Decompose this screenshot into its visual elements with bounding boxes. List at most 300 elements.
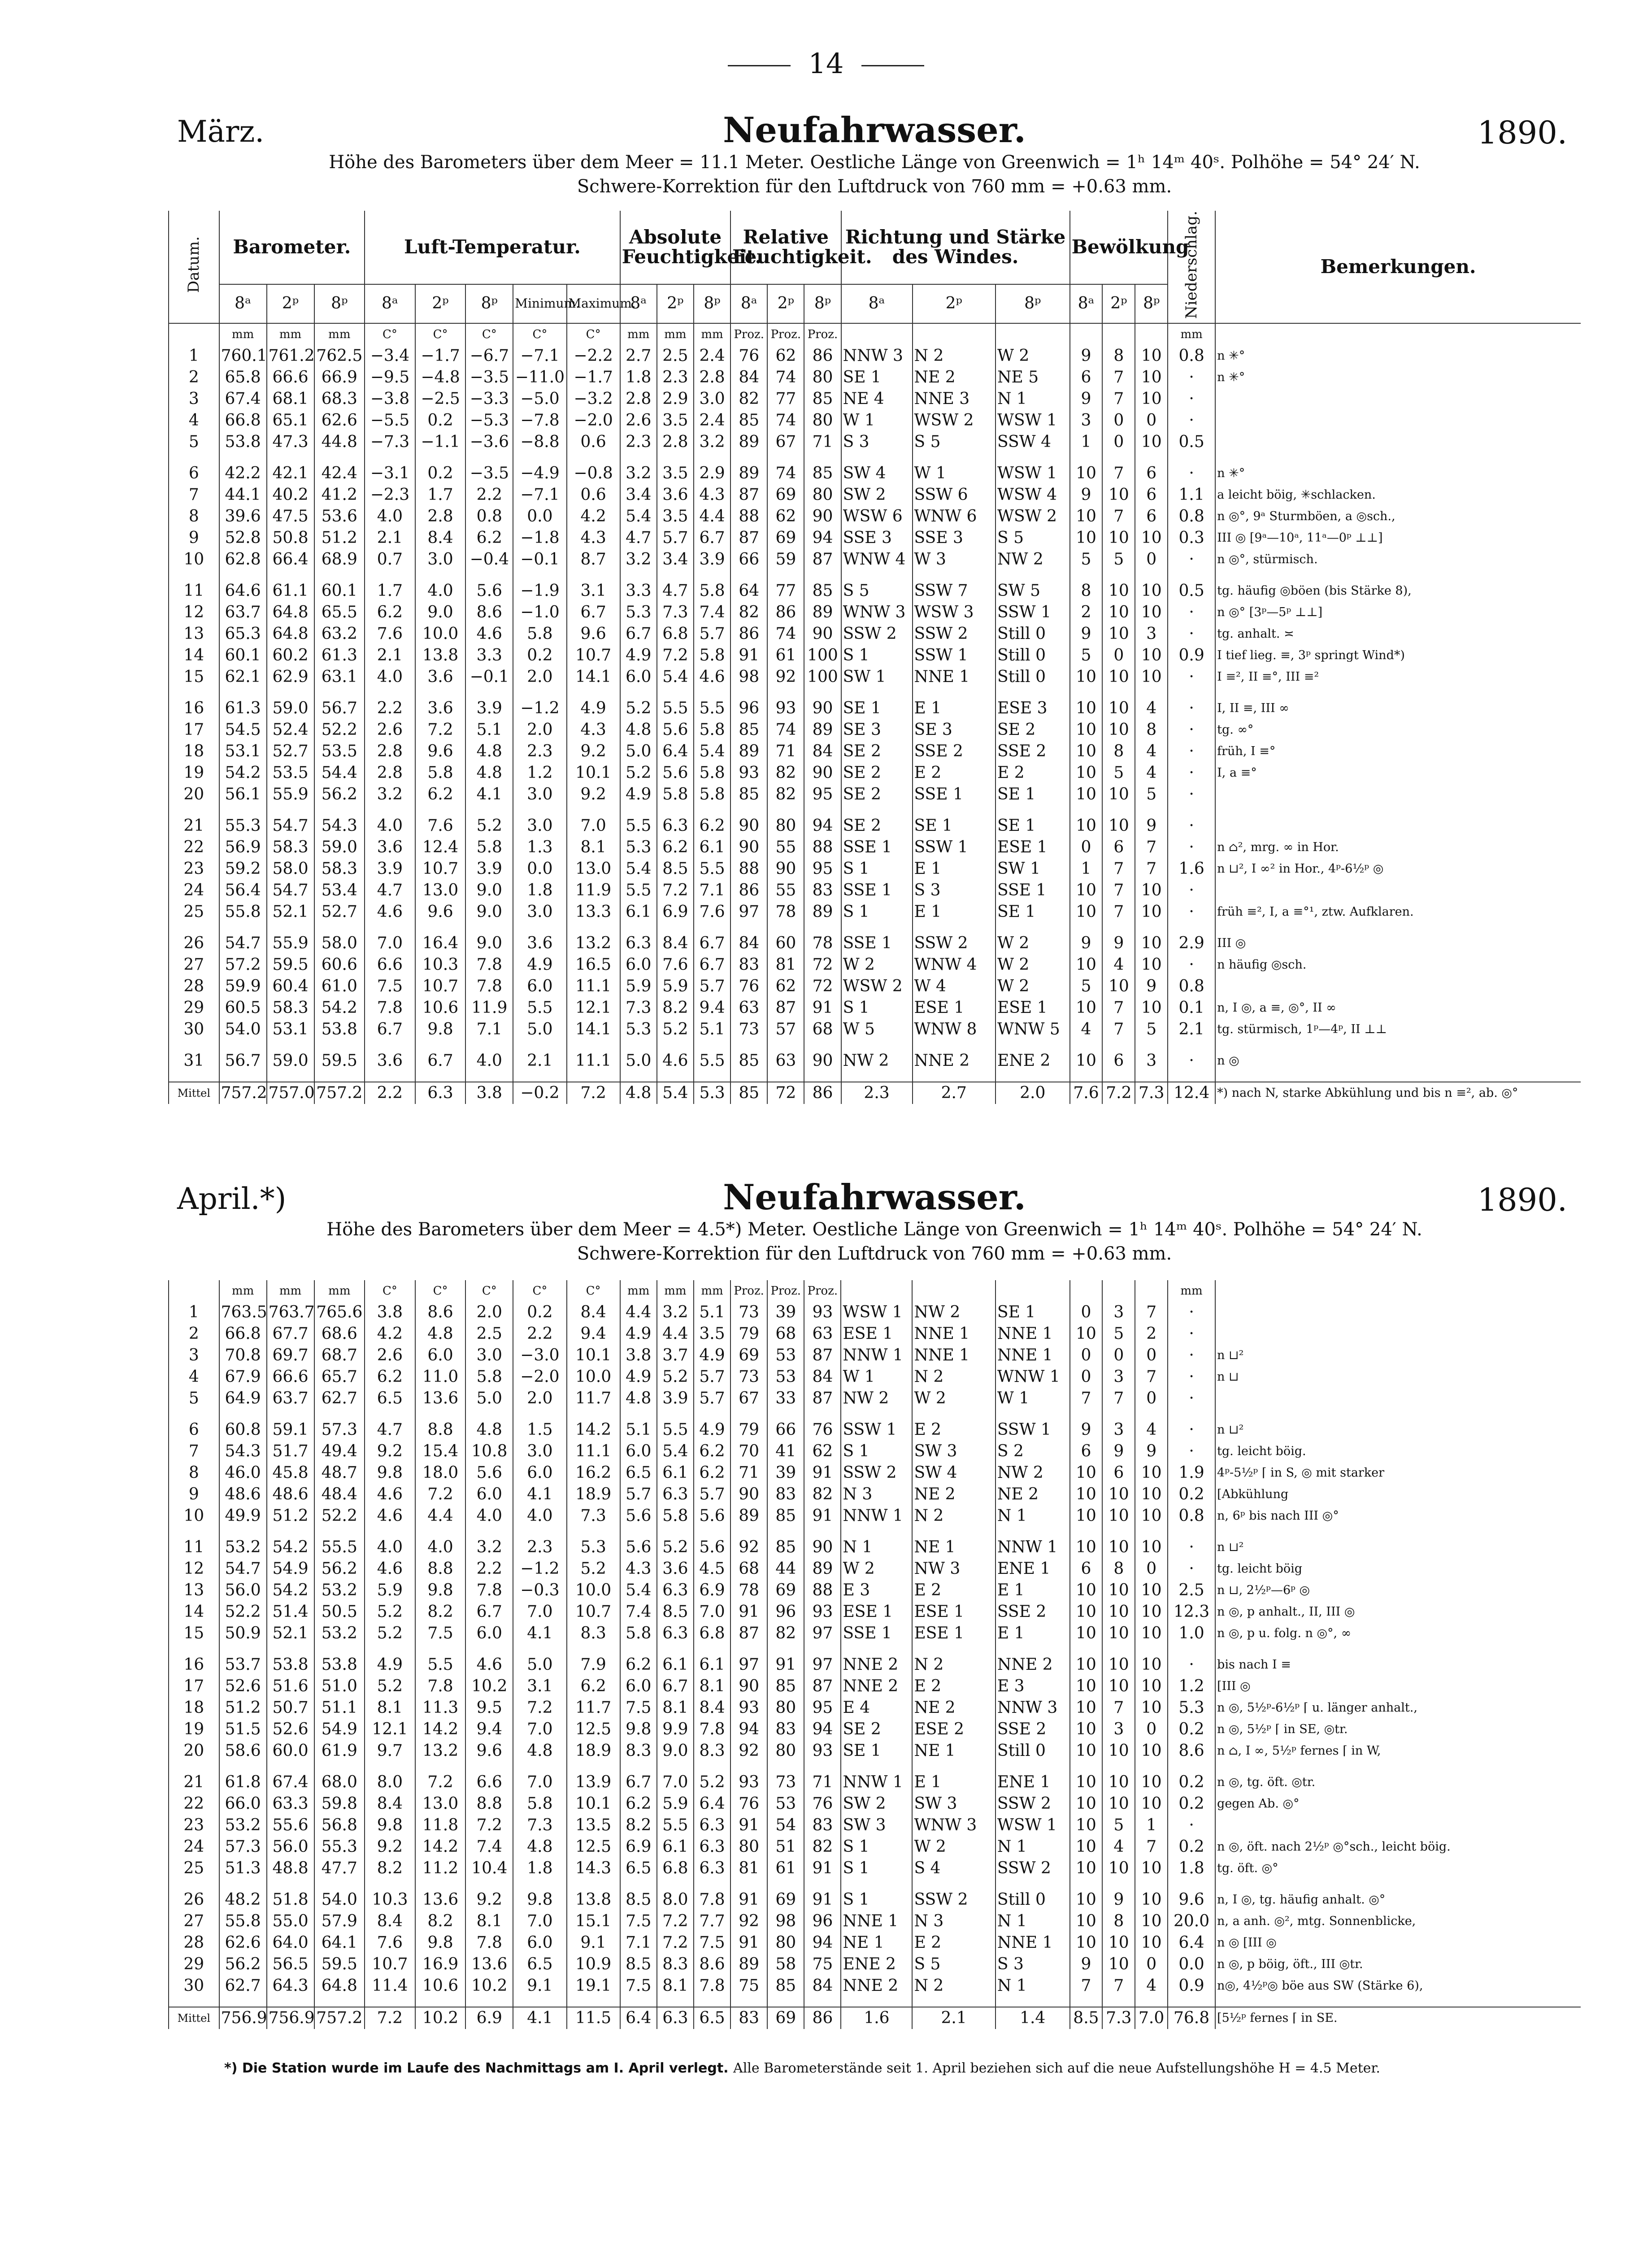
table-cell: ·	[1168, 954, 1215, 976]
table-cell: NNE 1	[912, 1323, 995, 1345]
table-cell: 0.9	[1168, 1975, 1215, 1997]
table-cell: 1.6	[1168, 858, 1215, 880]
table-cell: 52.7	[314, 901, 365, 923]
table-cell: 7.0	[513, 1601, 566, 1623]
table-cell: NNW 1	[841, 1772, 912, 1793]
mean-cell: 7.0	[1135, 2007, 1168, 2029]
table-cell: 7.4	[620, 1601, 657, 1623]
remark-cell	[1215, 815, 1581, 837]
table-cell: −1.9	[513, 580, 566, 602]
table-cell: WNW 8	[913, 1019, 996, 1040]
table-cell: 0	[1070, 1366, 1103, 1388]
table-cell: 53.2	[219, 1815, 267, 1836]
table-cell: ESE 1	[913, 997, 996, 1019]
table-cell: ·	[1168, 1323, 1215, 1345]
table-cell: 97	[730, 1654, 767, 1676]
table-row	[169, 858, 1581, 880]
table-cell: 11.7	[567, 1697, 620, 1719]
table-cell: 8	[1135, 719, 1168, 741]
table-cell: 0.5	[1168, 580, 1215, 602]
table-cell: 0.9	[1168, 645, 1215, 666]
table-cell: 60.1	[219, 645, 267, 666]
table-cell: SSW 2	[841, 1462, 912, 1484]
table-cell: 7.0	[567, 815, 620, 837]
table-cell: 4	[1135, 1419, 1168, 1441]
table-cell: 6.8	[657, 1858, 694, 1879]
table-cell: 8.1	[694, 1676, 730, 1697]
mean-cell: 10.2	[415, 2007, 466, 2029]
table-cell: 4.8	[465, 762, 513, 784]
table-cell: 56.4	[219, 880, 267, 901]
table-cell: SE 2	[841, 815, 913, 837]
table-cell: 9.6	[1168, 1889, 1215, 1911]
table-cell: 16.5	[567, 954, 620, 976]
table-cell: 2.6	[620, 410, 657, 431]
table-cell: WSW 1	[996, 463, 1070, 484]
table-cell: 7.2	[657, 880, 694, 901]
remark-cell: n ✳°	[1215, 345, 1581, 367]
table-cell: 10.7	[415, 858, 466, 880]
table-cell: 9	[169, 1484, 219, 1505]
remark-cell: tg. stürmisch, 1ᵖ—4ᵖ, II ⊥⊥	[1215, 1019, 1581, 1040]
table-cell: 65.1	[267, 410, 314, 431]
table-cell: 59.9	[219, 976, 267, 997]
table-cell: 6	[1102, 1462, 1135, 1484]
table-cell: N 2	[912, 1505, 995, 1527]
table-cell: 4.6	[365, 1484, 415, 1505]
table-cell: 3	[1070, 410, 1103, 431]
table-cell: S 3	[913, 880, 996, 901]
table-cell: 10.9	[567, 1954, 620, 1975]
table-cell: SSE 1	[841, 837, 913, 858]
table-cell: 6.9	[694, 1580, 730, 1601]
table-cell: 10	[1135, 1889, 1168, 1911]
table-cell: 6.2	[365, 1366, 415, 1388]
table-cell: 62.1	[219, 666, 267, 688]
table-cell: 54.0	[219, 1019, 267, 1040]
table-cell: 9.9	[657, 1719, 694, 1740]
table-cell: NNW 1	[841, 1345, 912, 1366]
table-cell: 0.0	[1168, 1954, 1215, 1975]
table-cell: 93	[804, 1302, 841, 1323]
table-cell: 92	[730, 1537, 767, 1558]
table-cell: 765.6	[314, 1302, 365, 1323]
table-cell: 57.2	[219, 954, 267, 976]
table-cell: 8	[169, 1462, 219, 1484]
table-cell: 7.6	[415, 815, 466, 837]
table-cell: 11.8	[415, 1815, 466, 1836]
table-cell: 9.2	[365, 1836, 415, 1858]
table-cell: 53.2	[314, 1580, 365, 1601]
table-cell: 98	[767, 1911, 804, 1932]
table-cell: 62	[767, 345, 804, 367]
table-cell: 56.5	[267, 1954, 314, 1975]
table-cell: 10.8	[465, 1441, 513, 1462]
table-cell: 763.5	[219, 1302, 267, 1323]
table-cell: 21	[169, 815, 219, 837]
table-cell: 39	[767, 1462, 804, 1484]
table-cell: −2.2	[567, 345, 620, 367]
table-cell: 3.0	[513, 815, 566, 837]
table-cell: 8	[169, 506, 219, 527]
table-cell: 6.0	[620, 1676, 657, 1697]
table-row	[169, 1889, 1581, 1911]
table-cell: 6.2	[365, 602, 415, 623]
table-cell: 13	[169, 623, 219, 645]
table-cell: 85	[804, 580, 841, 602]
table-cell: 9.4	[465, 1719, 513, 1740]
table-cell: 91	[730, 1932, 767, 1954]
table-cell: 84	[804, 1366, 841, 1388]
table-cell: 5	[169, 431, 219, 453]
table-row	[169, 719, 1581, 741]
table-cell: SE 3	[913, 719, 996, 741]
remark-cell: n◎, 4½ᵖ◎ böe aus SW (Stärke 6),	[1215, 1975, 1581, 1997]
table-cell: 1.8	[1168, 1858, 1215, 1879]
table-cell: E 1	[913, 858, 996, 880]
table-cell: 88	[730, 858, 767, 880]
table-cell: 8.0	[657, 1889, 694, 1911]
table-cell: 10.7	[415, 976, 466, 997]
table-cell: 2.8	[415, 506, 466, 527]
table-cell: 2.9	[1168, 933, 1215, 954]
table-cell: 4.8	[513, 1836, 566, 1858]
remark-cell: n, a anh. ◎², mtg. Sonnenblicke,	[1215, 1911, 1581, 1932]
table-cell: 5.5	[694, 698, 730, 719]
table-cell: 66.6	[267, 1366, 314, 1388]
table-cell: W 5	[841, 1019, 913, 1040]
table-cell: 3.4	[657, 549, 694, 570]
table-cell: 25	[169, 901, 219, 923]
table-cell: 4.4	[657, 1323, 694, 1345]
table-cell: 55.0	[267, 1911, 314, 1932]
remark-cell: n ◎, öft. nach 2½ᵖ ◎°sch., leicht böig.	[1215, 1836, 1581, 1858]
table-cell: 4.9	[365, 1654, 415, 1676]
table-cell: S 1	[841, 858, 913, 880]
table-cell: E 2	[912, 1676, 995, 1697]
table-cell: 4.3	[620, 1558, 657, 1580]
table-row	[169, 954, 1581, 976]
table-cell: 2.8	[620, 388, 657, 410]
table-cell: 12.5	[567, 1719, 620, 1740]
unit-cell: C°	[365, 323, 415, 345]
table-cell: 54.0	[314, 1889, 365, 1911]
table-cell: 50.7	[267, 1697, 314, 1719]
table-cell: 58.3	[314, 858, 365, 880]
table-cell: 82	[767, 762, 804, 784]
table-cell: 9	[169, 527, 219, 549]
table-cell: 0	[1070, 837, 1103, 858]
table-cell: ·	[1168, 741, 1215, 762]
table-cell: 68	[730, 1558, 767, 1580]
table-cell: 19.1	[567, 1975, 620, 1997]
table-cell: 96	[730, 698, 767, 719]
table-cell: 8	[1102, 1911, 1135, 1932]
mean-cell: 11.5	[567, 2007, 620, 2029]
table-cell: SSW 2	[913, 933, 996, 954]
table-cell: 4.8	[513, 1740, 566, 1762]
table-cell: 56.8	[314, 1815, 365, 1836]
table-cell: −2.0	[513, 1366, 566, 1388]
table-cell: 58.6	[219, 1740, 267, 1762]
table-cell: 9.8	[415, 1932, 466, 1954]
table-cell: 85	[767, 1537, 804, 1558]
table-cell: NW 2	[912, 1302, 995, 1323]
table-cell: SSW 2	[841, 623, 913, 645]
table-row	[169, 1740, 1581, 1762]
table-cell: SSW 7	[913, 580, 996, 602]
table-cell: 6.3	[657, 1623, 694, 1644]
table-cell: ·	[1168, 666, 1215, 688]
table-cell: 2.9	[657, 388, 694, 410]
table-cell: 3.7	[657, 1345, 694, 1366]
table-cell: 2.0	[513, 719, 566, 741]
table-cell: 18	[169, 741, 219, 762]
table-cell: SSE 1	[996, 880, 1070, 901]
table-cell: 9	[1070, 933, 1103, 954]
table-cell: 4.1	[513, 1484, 566, 1505]
table-cell: 1.7	[415, 484, 466, 506]
table-cell: 3.6	[415, 698, 466, 719]
table-cell: −7.3	[365, 431, 415, 453]
table-cell: −1.7	[567, 367, 620, 388]
table-cell: 12.1	[365, 1719, 415, 1740]
table-cell: 7.0	[657, 1772, 694, 1793]
table-cell: 3.5	[694, 1323, 730, 1345]
table-cell: 60.1	[314, 580, 365, 602]
table-cell: 5.2	[365, 1623, 415, 1644]
table-cell: 49.4	[314, 1441, 365, 1462]
table-cell: 7	[1135, 1302, 1168, 1323]
table-cell: 1.1	[1168, 484, 1215, 506]
table-cell: 98	[730, 666, 767, 688]
remark-cell	[1215, 1388, 1581, 1409]
table-cell: 85	[804, 388, 841, 410]
table-cell: 61.8	[219, 1772, 267, 1793]
remark-cell: n ◎, 5½ᵖ-6½ᵖ ⌈ u. länger anhalt.,	[1215, 1697, 1581, 1719]
table-cell: 4.8	[415, 1323, 466, 1345]
table-cell: ·	[1168, 837, 1215, 858]
table-cell: ·	[1168, 880, 1215, 901]
table-cell: 62.7	[219, 1975, 267, 1997]
table-cell: 10	[1070, 1772, 1103, 1793]
table-cell: 4	[1135, 698, 1168, 719]
table-cell: 5	[1102, 1323, 1135, 1345]
table-cell: 63.7	[267, 1388, 314, 1409]
table-cell: 10	[1102, 1537, 1135, 1558]
table-cell: 8.4	[365, 1911, 415, 1932]
table-cell: −3.2	[567, 388, 620, 410]
table-cell: 3.0	[513, 784, 566, 805]
table-cell: 10	[1135, 954, 1168, 976]
table-cell: 61	[767, 645, 804, 666]
unit-cell	[996, 323, 1070, 345]
remark-cell: n ◎, p böig, öft., III ◎tr.	[1215, 1954, 1581, 1975]
table-cell: 3.6	[365, 1050, 415, 1072]
mean-cell: 6.5	[694, 2007, 730, 2029]
mean-cell: [5½ᵖ fernes ⌈ in SE.	[1215, 2007, 1581, 2029]
table-cell: 3.5	[657, 410, 694, 431]
table-cell: 4.1	[465, 784, 513, 805]
table-row	[169, 698, 1581, 719]
table-cell: 58.0	[267, 858, 314, 880]
table-cell: 51.2	[314, 527, 365, 549]
table-cell: 10	[1102, 976, 1135, 997]
table-cell: 53.7	[219, 1654, 267, 1676]
table-cell: 12.1	[567, 997, 620, 1019]
table-cell: 62.9	[267, 666, 314, 688]
table-cell: 56.2	[314, 1558, 365, 1580]
table-cell: 52.4	[267, 719, 314, 741]
table-cell: NNE 3	[913, 388, 996, 410]
table-cell: 92	[767, 666, 804, 688]
table-cell: 62.6	[314, 410, 365, 431]
table-cell: 84	[804, 741, 841, 762]
table-cell: S 5	[913, 431, 996, 453]
table-cell: 8.3	[694, 1740, 730, 1762]
table-cell: 9.7	[365, 1740, 415, 1762]
table-cell: ESE 1	[912, 1601, 995, 1623]
remark-cell: n ◎°, 9ᵃ Sturmböen, a ◎sch.,	[1215, 506, 1581, 527]
table-cell: WSW 2	[841, 976, 913, 997]
table-cell: 65.5	[314, 602, 365, 623]
table-row	[169, 1654, 1581, 1676]
table-cell: 13.6	[415, 1388, 466, 1409]
table-cell: WSW 3	[913, 602, 996, 623]
table-cell: NE 2	[996, 1484, 1070, 1505]
table-cell: 53.5	[314, 741, 365, 762]
table-cell: W 1	[996, 1388, 1070, 1409]
table-row	[169, 1836, 1581, 1858]
table-cell: 6.0	[620, 1441, 657, 1462]
table-cell: 4.9	[694, 1345, 730, 1366]
mean-label: Mittel	[169, 1082, 219, 1104]
table-cell: 5.5	[694, 858, 730, 880]
table-cell: 6.7	[465, 1601, 513, 1623]
table-cell: 82	[730, 388, 767, 410]
table-cell: 10	[1070, 762, 1103, 784]
table-cell: 46.0	[219, 1462, 267, 1484]
table-cell: 10	[1070, 997, 1103, 1019]
unit-cell: mm	[219, 1280, 267, 1302]
table-cell: 80	[767, 1740, 804, 1762]
table-cell: −1.7	[415, 345, 466, 367]
table-cell: 23	[169, 858, 219, 880]
mean-row	[169, 1082, 1581, 1104]
table-cell: 0.7	[365, 549, 415, 570]
table-cell: 4.8	[465, 1419, 513, 1441]
table-cell: 0.6	[567, 431, 620, 453]
table-cell: 15.1	[567, 1911, 620, 1932]
table-cell: 4.9	[620, 784, 657, 805]
table-cell: 0.0	[513, 506, 566, 527]
table-cell: 4.0	[365, 815, 415, 837]
table-cell: 9.6	[465, 1740, 513, 1762]
table-cell: N 1	[841, 1537, 912, 1558]
table-cell: ·	[1168, 1815, 1215, 1836]
table-cell: 48.8	[267, 1858, 314, 1879]
table-cell: SW 1	[996, 858, 1070, 880]
table-cell: 5.6	[465, 1462, 513, 1484]
month-label: März.	[177, 114, 265, 149]
table-cell: 3.6	[415, 666, 466, 688]
table-cell: 26	[169, 1889, 219, 1911]
unit-cell: C°	[567, 323, 620, 345]
table-cell: 8.0	[365, 1772, 415, 1793]
remark-cell: n ⊔, 2½ᵖ—6ᵖ ◎	[1215, 1580, 1581, 1601]
table-cell: 5.7	[694, 1388, 730, 1409]
table-cell: 59.8	[314, 1793, 365, 1815]
mean-row	[169, 2007, 1581, 2029]
table-cell: 17	[169, 719, 219, 741]
remark-cell: [III ◎	[1215, 1676, 1581, 1697]
table-cell: 86	[730, 880, 767, 901]
table-cell: 19	[169, 762, 219, 784]
table-cell: 5.4	[620, 506, 657, 527]
table-cell: 87	[804, 1388, 841, 1409]
table-cell: WSW 1	[996, 410, 1070, 431]
table-cell: 9.2	[567, 741, 620, 762]
table-cell: 7.8	[415, 1676, 466, 1697]
table-cell: ·	[1168, 623, 1215, 645]
table-cell: 5.6	[620, 1505, 657, 1527]
table-cell: 14	[169, 1601, 219, 1623]
table-cell: 5.6	[694, 1537, 730, 1558]
table-cell: 8	[1102, 741, 1135, 762]
table-cell: −5.5	[365, 410, 415, 431]
table-cell: 2.8	[365, 741, 415, 762]
table-cell: 4	[1102, 954, 1135, 976]
table-cell: 4.3	[694, 484, 730, 506]
table-cell: 73	[730, 1019, 767, 1040]
table-cell: 93	[767, 698, 804, 719]
table-cell: 4.0	[365, 506, 415, 527]
table-cell: NE 2	[912, 1484, 995, 1505]
table-cell: 10	[1135, 1601, 1168, 1623]
table-cell: 59.0	[314, 837, 365, 858]
table-row	[169, 602, 1581, 623]
table-cell: −3.5	[465, 367, 513, 388]
table-cell: 7.6	[657, 954, 694, 976]
table-cell: 6.7	[567, 602, 620, 623]
table-cell: 5.3	[620, 602, 657, 623]
table-cell: 62	[767, 976, 804, 997]
table-cell: 76	[730, 345, 767, 367]
unit-cell: mm	[267, 323, 314, 345]
table-cell: 63	[767, 1050, 804, 1072]
table-cell: 9.0	[465, 880, 513, 901]
mean-cell: 86	[804, 2007, 841, 2029]
table-cell: 5	[1102, 1815, 1135, 1836]
table-cell: 44.1	[219, 484, 267, 506]
remark-cell: n ◎, p anhalt., II, III ◎	[1215, 1601, 1581, 1623]
table-cell: 4.7	[657, 580, 694, 602]
table-cell: 7.8	[694, 1975, 730, 1997]
table-cell: 64.8	[314, 1975, 365, 1997]
table-cell: 4.0	[365, 666, 415, 688]
table-cell: 10	[1102, 815, 1135, 837]
table-cell: 53	[767, 1366, 804, 1388]
table-cell: 6.9	[657, 901, 694, 923]
table-cell: W 3	[913, 549, 996, 570]
table-cell: 59.1	[267, 1419, 314, 1441]
mean-cell: 757.2	[314, 2007, 365, 2029]
table-cell: 91	[730, 645, 767, 666]
april-header	[168, 1177, 1581, 1266]
table-cell: 10.6	[415, 997, 466, 1019]
table-row	[169, 1772, 1581, 1793]
table-cell: 5.5	[620, 815, 657, 837]
